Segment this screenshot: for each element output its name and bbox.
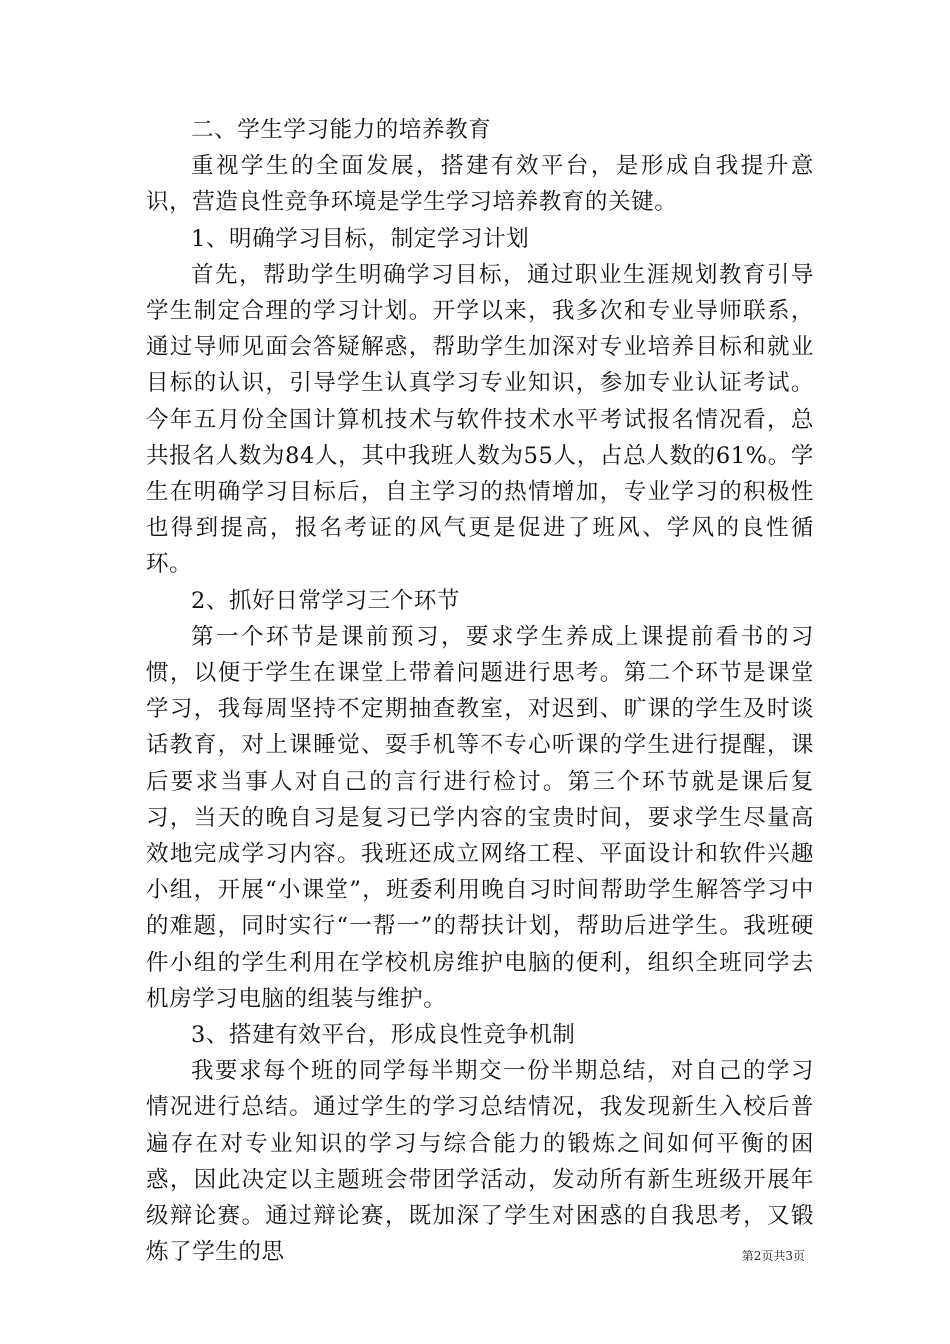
section-heading: 二、学生学习能力的培养教育 xyxy=(191,117,492,143)
subsection-heading: 3、搭建有效平台，形成良性竞争机制 xyxy=(191,1022,576,1049)
document-body xyxy=(146,112,814,1271)
body-paragraph: 我要求每个班的同学每半期交一份半期总结，对自己的学习情况进行总结。通过学生的学习总结情况，我发现新生入校后普遍存在对专业知识的学习与综合能力的锻炼之间如何平衡的困惑，因此决定以主题班会带团学活动，发动所有新生班级开展年级辩论赛。通过辩论赛，既加深了学生对困惑的自我思考，又锻炼了学生的思 xyxy=(146,1058,814,1266)
page-number: 第2页共3页 xyxy=(741,1249,805,1263)
body-paragraph: 重视学生的全面发展，搭建有效平台，是形成自我提升意识，营造良性竞争环境是学生学习培养教育的关键。 xyxy=(146,153,814,216)
body-paragraph: 第一个环节是课前预习，要求学生养成上课提前看书的习惯，以便于学生在课堂上带着问题进行思考。第二个环节是课堂学习，我每周坚持不定期抽查教室，对迟到、旷课的学生及时谈话教育，对上课睡觉、耍手机等不专心听课的学生进行提醒，课后要求当事人对自己的言行进行检讨。第三个环节就是课后复习，当天的晚自习是复习已学内容的宝贵时间，要求学生尽量高效地完成学习内容。我班还成立网络工程、平面设计和软件兴趣小组，开展“小课堂”，班委利用晚自习时间帮助学生解答学习中的难题，同时实行“一帮一”的帮扶计划，帮助后进学生。我班硬件小组的学生利用在学校机房维护电脑的便利，组织全班同学去机房学习电脑的组装与维护。 xyxy=(146,623,814,1012)
body-paragraph: 首先，帮助学生明确学习目标，通过职业生涯规划教育引导学生制定合理的学习计划。开学以来，我多次和专业导师联系，通过导师见面会答疑解惑，帮助学生加深对专业培养目标和就业目标的认识，引导学生认真学习专业知识，参加专业认证考试。今年五月份全国计算机技术与软件技术水平考试报名情况看，总共报名人数为84人，其中我班人数为55人，占总人数的61%。学生在明确学习目标后，自主学习的热情增加，专业学习的积极性也得到提高，报名考证的风气更是促进了班风、学风的良性循环。 xyxy=(146,261,814,578)
subsection-heading: 2、抓好日常学习三个环节 xyxy=(191,587,461,614)
subsection-heading: 1、明确学习目标，制定学习计划 xyxy=(191,225,530,252)
